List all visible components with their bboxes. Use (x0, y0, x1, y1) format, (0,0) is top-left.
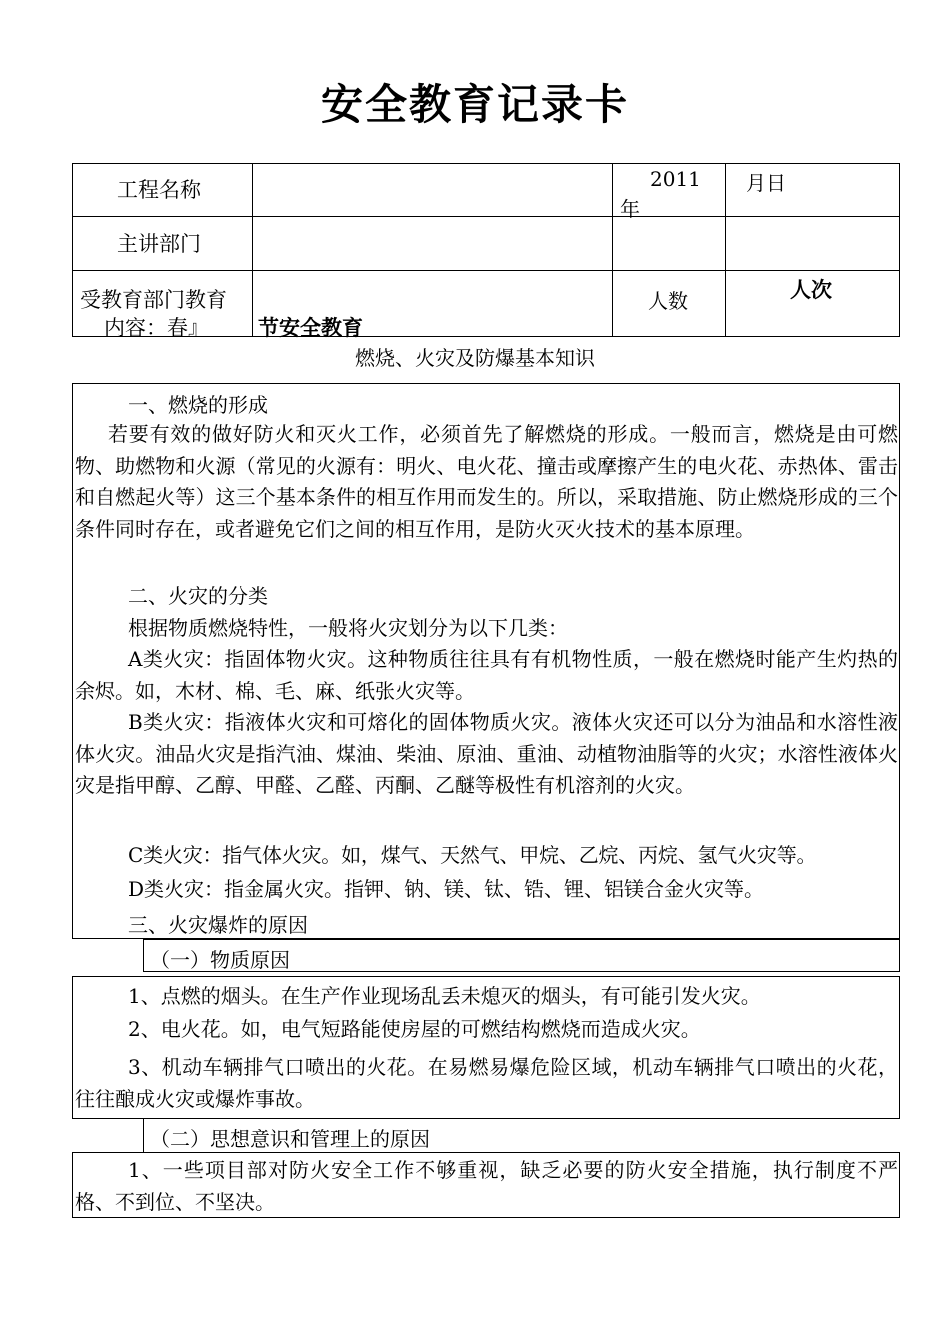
fire-class-d: D类火灾：指金属火灾。指钾、钠、镁、钛、锆、锂、铝镁合金火灾等。 (128, 877, 765, 901)
attendee-count-unit: 人次 (790, 278, 832, 302)
section3-heading: 三、火灾爆炸的原因 (128, 913, 308, 937)
header-col-divider-3 (725, 163, 726, 337)
document-subtitle: 燃烧、火灾及防爆基本知识 (355, 346, 595, 370)
page-title: 安全教育记录卡 (320, 80, 629, 129)
recipient-dept-label: 受教育部门教育 (80, 288, 227, 312)
attendee-count-label: 人数 (648, 289, 688, 313)
fire-class-a: A类火灾：指固体物火灾。这种物质往往具有有机物性质，一般在燃烧时能产生灼热的余烬。如，木材、棉、毛、麻、纸张火灾等。 (75, 647, 898, 703)
section3-sub1: （一）物质原因 (150, 948, 290, 972)
header-row-divider-1 (72, 216, 900, 217)
cause-item-3: 3、机动车辆排气口喷出的火花。在易燃易爆危险区域，机动车辆排气口喷出的火花，往往酿成火灾或爆炸事故。 (75, 1055, 898, 1111)
cause-item-2: 2、电火花。如，电气短路能使房屋的可燃结构燃烧而造成火灾。 (128, 1017, 701, 1041)
header-col-divider-1 (252, 163, 253, 337)
subheading-box-2-left (143, 1119, 144, 1152)
content-value: 节安全教育 (258, 316, 363, 340)
section2-intro: 根据物质燃烧特性，一般将火灾划分为以下几类： (128, 616, 568, 640)
section1-body: 若要有效的做好防火和灭火工作，必须首先了解燃烧的形成。一般而言，燃烧是由可燃物、助燃物和火源（常见的火源有：明火、电火花、撞击或摩擦产生的电火花、赤热体、雷击和自燃起火等）这三个基本条件的相互作用而发生的。所以，采取措施、防止燃烧形成的三个条件同时存在，或者避免它们之间的相互作用，是防火灭火技术的基本原理。 (75, 422, 898, 541)
header-row-divider-2 (72, 270, 900, 271)
cause-item-4: 1、一些项目部对防火安全工作不够重视，缺乏必要的防火安全措施，执行制度不严格、不到位、不坚决。 (75, 1158, 898, 1214)
project-name-label: 工程名称 (117, 178, 201, 202)
section2-heading: 二、火灾的分类 (128, 584, 268, 608)
fire-class-c: C类火灾：指气体火灾。如，煤气、天然气、甲烷、乙烷、丙烷、氢气火灾等。 (128, 843, 817, 867)
month-day: 月日 (746, 171, 786, 195)
cause-item-1: 1、点燃的烟头。在生产作业现场乱丢未熄灭的烟头，有可能引发火灾。 (128, 984, 761, 1008)
section1-heading: 一、燃烧的形成 (128, 393, 268, 417)
section3-sub2: （二）思想意识和管理上的原因 (150, 1127, 430, 1151)
fire-class-b: B类火灾：指液体火灾和可熔化的固体物质火灾。液体火灾还可以分为油品和水溶性液体火灾。油品火灾是指汽油、煤油、柴油、原油、重油、动植物油脂等的火灾；水溶性液体火灾是指甲醇、乙醇、甲醛、乙醛、丙酮、乙醚等极性有机溶剂的火灾。 (75, 710, 898, 797)
content-label: 内容：春』 (104, 316, 209, 340)
lecture-dept-label: 主讲部门 (117, 232, 201, 256)
year-value: 2011 (650, 167, 701, 191)
header-col-divider-2 (612, 163, 613, 337)
year-char: 年 (620, 197, 640, 221)
